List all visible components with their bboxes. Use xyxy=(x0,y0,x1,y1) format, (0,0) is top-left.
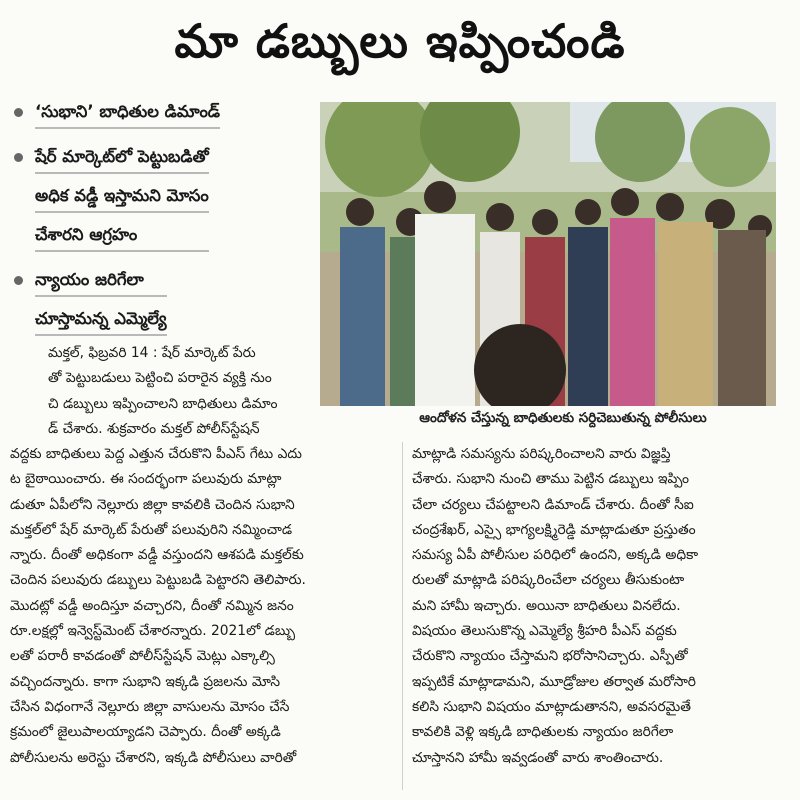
highlight-line: చూస్తామన్న ఎమ్మెల్యే xyxy=(35,303,167,336)
text-line: లతో పరారీ కావడంతో పోలీస్‌స్టేషన్‌ మెట్లు ఎక్కాల్సి xyxy=(10,648,275,665)
text-line: ట బైఠాయించారు. ఈ సందర్భంగా పలువురు మాట్లా xyxy=(10,471,282,488)
bullet-dot-icon xyxy=(14,276,23,285)
article-column-left xyxy=(10,442,394,771)
text-line: మక్తల్‌, ఫిబ్రవరి 14 : షేర్‌ మార్కెట్‌ పేరు xyxy=(48,345,256,361)
highlight-line: షేర్‌ మార్కెట్‌లో పెట్టుబడితో xyxy=(35,141,209,174)
highlight-line: చేశారని ఆగ్రహం xyxy=(35,219,209,252)
bullet-dot-icon xyxy=(14,153,23,162)
highlight-line: అధిక వడ్డీ ఇస్తామని మోసం xyxy=(35,180,209,213)
article-column-right xyxy=(412,442,788,771)
highlight-item xyxy=(10,141,315,258)
bullet-dot-icon xyxy=(14,108,23,117)
text-line: మాట్లాడి సమస్యను పరిష్కరించాలని వారు విజ్ఞప్తి xyxy=(412,446,671,462)
text-line: చెందిన పలువురు డబ్బులు పెట్టుబడి పెట్టారని తెలిపారు. xyxy=(10,572,306,589)
text-line: చి డబ్బులు ఇప్పించాలని బాధితులు డిమాం xyxy=(48,395,278,412)
text-line: చేలా చర్యలు చేపట్టాలని డిమాండ్‌ చేశారు. దీంతో సీఐ xyxy=(412,496,694,513)
highlight-item xyxy=(10,96,315,135)
text-line: విషయం తెలుసుకొన్న ఎమ్మెల్యే శ్రీహరి పీఎస్‌ వద్దకు xyxy=(412,623,677,640)
column-divider xyxy=(402,442,403,790)
text-line: కలిసి సుభాని విషయం మాట్లాడుతానని, అవసరమైతే xyxy=(412,698,691,715)
highlights xyxy=(10,96,315,348)
text-line: మొదట్లో వడ్డీ అందిస్తూ వచ్చారని, దీంతో నమ్మిన జనం xyxy=(10,597,294,614)
highlight-line: న్యాయం జరిగేలా xyxy=(35,264,167,297)
news-photo xyxy=(320,102,776,406)
crowd-photo-illustration xyxy=(320,102,776,406)
text-line: వద్దకు బాధితులు పెద్ద ఎత్తున చేరుకొని పీఎస్‌ గేటు ఎదు xyxy=(10,446,302,462)
text-line: రూ.లక్షల్లో ఇన్వెస్ట్‌మెంట్‌ చేశారన్నారు. 2021లో డబ్బు xyxy=(10,623,296,640)
text-line: చంద్రశేఖర్‌, ఎస్సై భాగ్యలక్ష్మిరెడ్డి మాట్లాడుతూ ప్రస్తుతం xyxy=(412,521,696,538)
text-line: ఇప్పటికే మాట్లాడామని, మూడ్రోజుల తర్వాత మరోసారి xyxy=(412,673,696,690)
photo-caption: ఆందోళన చేస్తున్న బాధితులకు సర్దిచెబుతున్న పోలీసులు xyxy=(419,410,707,426)
text-line: రులతో మాట్లాడి పరిష్కరించేలా చర్యలు తీసుకుంటా xyxy=(412,572,685,589)
headline: మా డబ్బులు ఇప్పించండి xyxy=(174,14,626,68)
text-line: డుతూ ఏపీలోని నెల్లూరు జిల్లా కావలికి చెందిన సుభాని xyxy=(10,496,295,513)
text-line: క్రమంలో జైలుపాలయ్యాడని చెప్పారు. దీంతో అక్కడి xyxy=(10,724,281,741)
text-line: చేరుకొని న్యాయం చేస్తామని భరోసానిచ్చారు. ఎస్పీతో xyxy=(412,648,688,665)
text-line: సమస్య ఏపీ పోలీసుల పరిధిలో ఉందని, అక్కడి అధికా xyxy=(412,547,699,564)
text-line: చేశారు. సుభాని నుంచి తాము పెట్టిన డబ్బులు ఇప్పిం xyxy=(412,471,689,488)
text-line: చేసిన విధంగానే నెల్లూరు జిల్లా వాసులను మోసం చేసే xyxy=(10,698,290,715)
highlight-item xyxy=(10,264,315,342)
text-line: తో పెట్టుబడులు పెట్టించి పరారైన వ్యక్తి నుం xyxy=(48,370,272,387)
text-line: కావలికి వెళ్లి ఇక్కడి బాధితులకు న్యాయం జరిగేలా xyxy=(412,724,674,741)
text-line: చూస్తానని హామీ ఇవ్వడంతో వారు శాంతించారు. xyxy=(412,749,664,766)
text-line: మక్తల్‌లో షేర్‌ మార్కెట్‌ పేరుతో పలువురిని నమ్మించాడ xyxy=(10,521,293,538)
text-line: మని హామీ ఇచ్చారు. అయినా బాధితులు వినలేదు. xyxy=(412,597,681,614)
text-line: పోలీసులను అరెస్టు చేశారని, ఇక్కడి పోలీసులు వారితో xyxy=(10,749,297,766)
text-line: వచ్చిందన్నారు. కాగా సుభాని ఇక్కడి ప్రజలను మోసి xyxy=(10,673,281,690)
article-column-intro xyxy=(48,341,313,442)
text-line: డ్‌ చేశారు. శుక్రవారం మక్తల్‌ పోలీస్‌స్టేషన్‌ xyxy=(48,420,260,437)
highlight-line: ‘సుభాని’ బాధితుల డిమాండ్ xyxy=(35,96,220,129)
text-line: న్నారు. దీంతో అధికంగా వడ్డీ వస్తుందని ఆశపడి మక్తల్‌కు xyxy=(10,547,304,564)
